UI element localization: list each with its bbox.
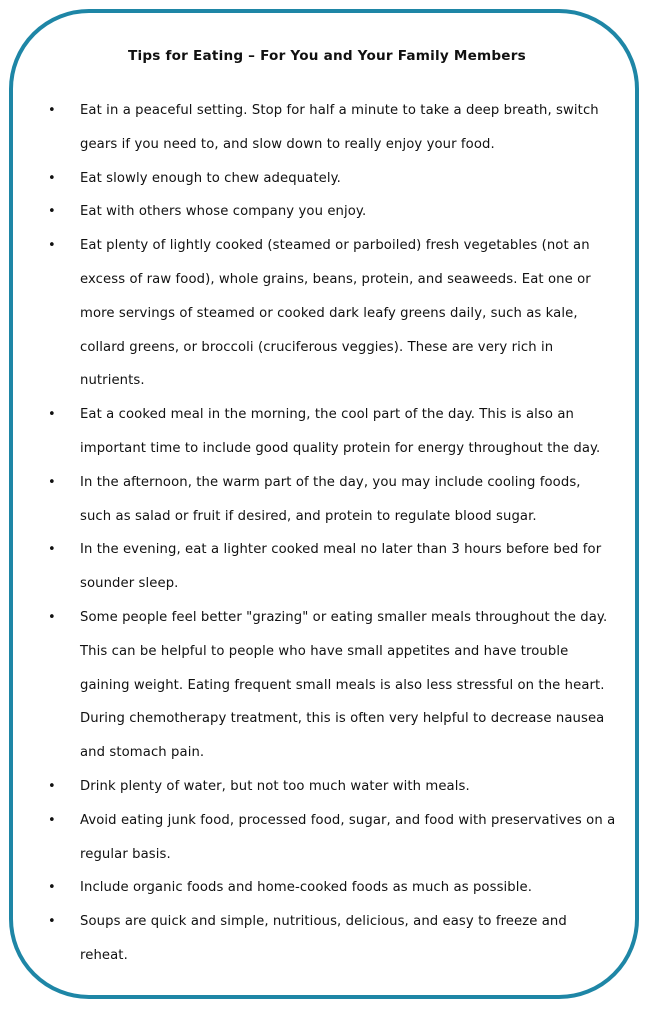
bullet-icon: •: [48, 609, 56, 625]
list-item: [0, 398, 654, 466]
list-item: [0, 466, 654, 534]
tip-text: In the afternoon, the warm part of the day, you may include cooling foods, such as salad or fruit if desired, and protein to regulate blood sugar.: [80, 474, 581, 524]
bullet-icon: •: [48, 474, 56, 490]
list-item: [0, 229, 654, 398]
bullet-icon: •: [48, 238, 56, 254]
bullet-icon: •: [48, 103, 56, 118]
list-item: [0, 770, 654, 804]
list-item: [0, 533, 654, 601]
page-title: Tips for Eating – For You and Your Family Members: [128, 48, 526, 64]
tips-list: [0, 94, 654, 973]
list-item: [0, 94, 654, 162]
tip-text: Avoid eating junk food, processed food, sugar, and food with preservatives on a regular basis.: [80, 812, 616, 862]
bullet-icon: •: [48, 407, 56, 423]
list-item: [0, 905, 654, 973]
list-item: [0, 804, 654, 872]
tip-text: Eat slowly enough to chew adequately.: [80, 170, 341, 186]
tip-text: In the evening, eat a lighter cooked meal no later than 3 hours before bed for sounder sleep.: [80, 542, 602, 592]
bullet-icon: •: [48, 880, 56, 896]
list-item: [0, 601, 654, 770]
bullet-icon: •: [48, 542, 56, 558]
tip-text: Eat in a peaceful setting. Stop for half a minute to take a deep breath, switch gears if you need to, and slow down to really enjoy your food.: [80, 103, 599, 152]
list-item: [0, 162, 654, 196]
bullet-icon: •: [48, 778, 56, 794]
tip-text: Some people feel better "grazing" or eating smaller meals throughout the day. This can be helpful to people who have small appetites and have trouble gaining weight. Eating frequent small meals is also less stressful on the heart. During chemotherapy treatment, this is often very helpful to decrease nausea and stomach pain.: [80, 609, 608, 761]
tip-text: Drink plenty of water, but not too much water with meals.: [80, 778, 470, 794]
tip-text: Eat a cooked meal in the morning, the cool part of the day. This is also an important time to include good quality protein for energy throughout the day.: [80, 407, 601, 456]
bullet-icon: •: [48, 812, 56, 828]
tip-text: Soups are quick and simple, nutritious, delicious, and easy to freeze and reheat.: [80, 914, 567, 963]
tip-text: Eat with others whose company you enjoy.: [80, 204, 367, 220]
list-item: [0, 195, 654, 229]
bullet-icon: •: [48, 170, 56, 186]
bullet-icon: •: [48, 914, 56, 930]
tip-text: Include organic foods and home-cooked foods as much as possible.: [80, 880, 533, 896]
bullet-icon: •: [48, 204, 56, 220]
tip-text: Eat plenty of lightly cooked (steamed or parboiled) fresh vegetables (not an excess of raw food), whole grains, beans, protein, and seaweeds. Eat one or more servings of steamed or cooked dark leafy greens daily, such as kale, collard greens, or broccoli (cruciferous veggies). These are very rich in nutrients.: [80, 238, 591, 389]
list-item: [0, 871, 654, 905]
